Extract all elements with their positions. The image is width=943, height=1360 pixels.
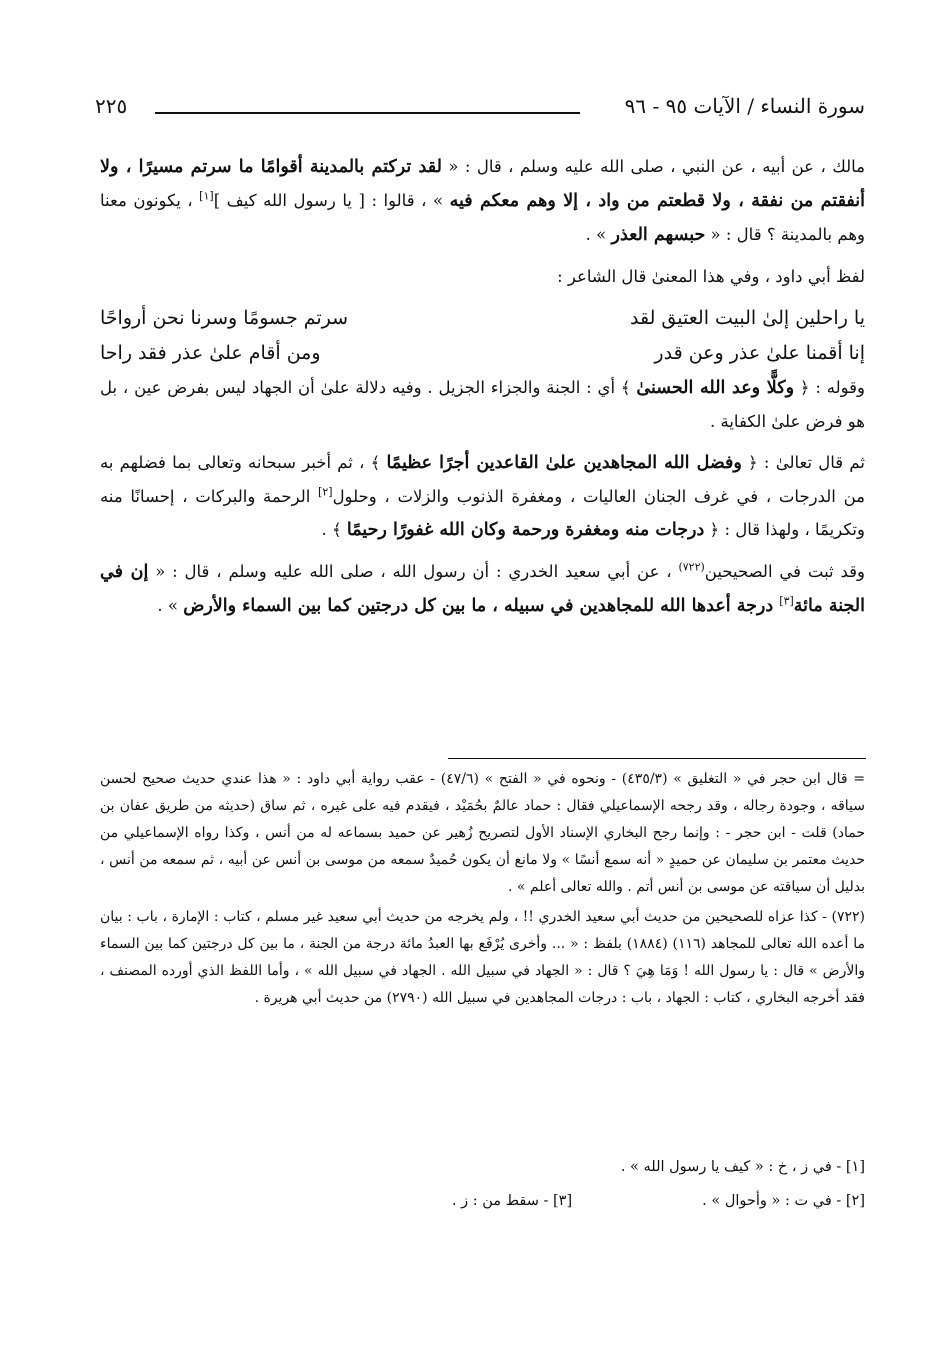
variant-note: [١] - في ز ، خ : « كيف يا رسول الله » . xyxy=(620,1159,865,1175)
paragraph-hadith xyxy=(100,150,865,252)
header-rule xyxy=(155,112,580,114)
text-run: ثم قال تعالىٰ : ﴿ xyxy=(741,453,865,472)
text-run: وقوله : ﴿ xyxy=(794,378,866,397)
variant-note: [٢] - في ت : « وأحوال » . xyxy=(702,1193,865,1209)
variant-note: [٣] - سقط من : ز . xyxy=(451,1193,573,1209)
text-run: الرحمة والبركات ، إحسانًا منه وتكريمًا ، ولهذا قال : ﴿ xyxy=(100,487,865,539)
text-run: ، يكونون معنا وهم بالمدينة ؟ قال : « xyxy=(100,191,865,244)
text-run: » ، قالوا : [ يا رسول الله كيف ] xyxy=(213,191,450,210)
paragraph-poet-intro: لفظ أبي داود ، وفي هذا المعنىٰ قال الشاعر : xyxy=(557,267,865,286)
poem-verse xyxy=(100,336,865,371)
text-run: » . xyxy=(157,596,184,615)
footnote-continued: = قال ابن حجر في « التغليق » (٤٣٥/٣) - ونحوه في « الفتح » (٤٧/٦) - عقب رواية أبي داود : « هذا عندي حديث صحيح لحسن سياقه ، وجودة رجاله ، وقد رجحه الإسماعيلي فقال : حماد عالمٌ بحُمَيْد ، فيقدم فيه على غيره ، ثم ساق (حديثه من طريق عفان بن حماد) قلت - ابن حجر - : وإنما رجح البخاري الإسناد الأول لتصريح زُهير عن حميد بسماعه له من أنس ، وكذا رواه الإسماعيلي من حديث معتمر بن سليمان عن حميدٍ « أنه سمع أنسًا » ولا مانع أن يكون حُميدٌ سمعه من موسى بن أنس عن أبيه ، ثم سمعه من أنس ، بدليل أن سياقته عن موسى بن أنس أتم . والله تعالى أعلم » . xyxy=(100,771,865,895)
variant-ref: [٢] xyxy=(318,485,333,499)
variant-row xyxy=(100,1150,865,1184)
text-run: ﴾ أي : الجنة والجزاء الجزيل . وفيه دلالة علىٰ أن الجهاد ليس بفرض عين ، بل هو فرض علىٰ الكفاية . xyxy=(100,378,865,431)
quran-quote: درجات منه ومغفرة ورحمة وكان الله غفورًا رحيمًا xyxy=(346,520,705,540)
variant-ref: [١] xyxy=(199,189,214,203)
variant-notes xyxy=(100,1150,865,1218)
text-run: » . xyxy=(585,225,612,244)
paragraph-commentary xyxy=(100,371,865,438)
poem xyxy=(100,301,865,371)
poem-verse xyxy=(100,301,865,336)
footnote-ref: (٧٢٢) xyxy=(678,560,705,574)
surah-title: سورة النساء / الآيات ٩٥ - ٩٦ xyxy=(624,94,865,118)
footnote-722: (٧٢٢) - كذا عزاه للصحيحين من حديث أبي سعيد الخدري !! ، ولم يخرجه من حديث أبي سعيد غير مسلم ، كتاب : الإمارة ، باب : بيان ما أعده الله تعالى للمجاهد (١١٦) (١٨٨٤) بلفظ : « ... وأخرى يُرْفَع بها العبدُ مائة درجة من الجنة ، ما بين كل درجتين كما بين السماء والأرض » قال : يا رسول الله ! وَمَا هِيَ ؟ قال : « الجهاد في سبيل الله . الجهاد في سبيل الله » ، وأما اللفظ الذي أورده المصنف ، فقد أخرجه البخاري ، كتاب : الجهاد ، باب : درجات المجاهدين في سبيل الله (٢٧٩٠) من حديث أبي هريرة . xyxy=(100,909,865,1006)
hemistich-second: ومن أقام علىٰ عذر فقد راحا xyxy=(100,342,321,364)
text-run: وقد ثبت في الصحيحين xyxy=(704,562,865,581)
hemistich-first: يا راحلين إلىٰ البيت العتيق لقد xyxy=(630,307,865,329)
quran-quote: وفضل الله المجاهدين علىٰ القاعدين أجرًا عظيمًا xyxy=(386,453,742,473)
hadith-quote: إن في الجنة مائة xyxy=(100,562,865,616)
hadith-quote: لقد تركتم بالمدينة أقوامًا ما سرتم مسيرًا ، ولا أنفقتم من نفقة ، ولا قطعتم من واد ، إلا وهم معكم فيه xyxy=(100,157,866,211)
variant-ref: [٣] xyxy=(779,594,794,608)
variant-row xyxy=(100,1184,865,1218)
text-run: مالك ، عن أبيه ، عن النبي ، صلى الله عليه وسلم ، قال : « xyxy=(441,157,865,176)
hemistich-second: سرتم جسومًا وسرنا نحن أرواحًا xyxy=(100,307,349,329)
text-run: ﴾ ، ثم أخبر سبحانه وتعالى بما فضلهم به من الدرجات ، في غرف الجنان العاليات ، ومغفرة الذنوب والزلات ، وحلول xyxy=(100,453,865,506)
spacer xyxy=(572,1184,702,1218)
page-number: ٢٢٥ xyxy=(95,94,128,118)
hadith-quote: حبسهم العذر xyxy=(611,225,706,245)
text-run: ﴾ . xyxy=(321,520,347,539)
page-header xyxy=(95,92,865,128)
main-text xyxy=(100,150,865,631)
footnote-separator xyxy=(448,758,866,759)
hadith-quote: درجة أعدها الله للمجاهدين في سبيله ، ما بين كل درجتين كما بين السماء والأرض xyxy=(183,596,780,616)
quran-quote: وكلًّا وعد الله الحسنىٰ xyxy=(636,378,795,398)
footnotes xyxy=(100,766,865,1015)
text-run: ، عن أبي سعيد الخدري : أن رسول الله ، صلى الله عليه وسلم ، قال : « xyxy=(148,562,679,581)
paragraph-commentary xyxy=(100,446,865,547)
hemistich-first: إنا أقمنا علىٰ عذر وعن قدر xyxy=(654,342,865,364)
paragraph-hadith xyxy=(100,555,865,623)
